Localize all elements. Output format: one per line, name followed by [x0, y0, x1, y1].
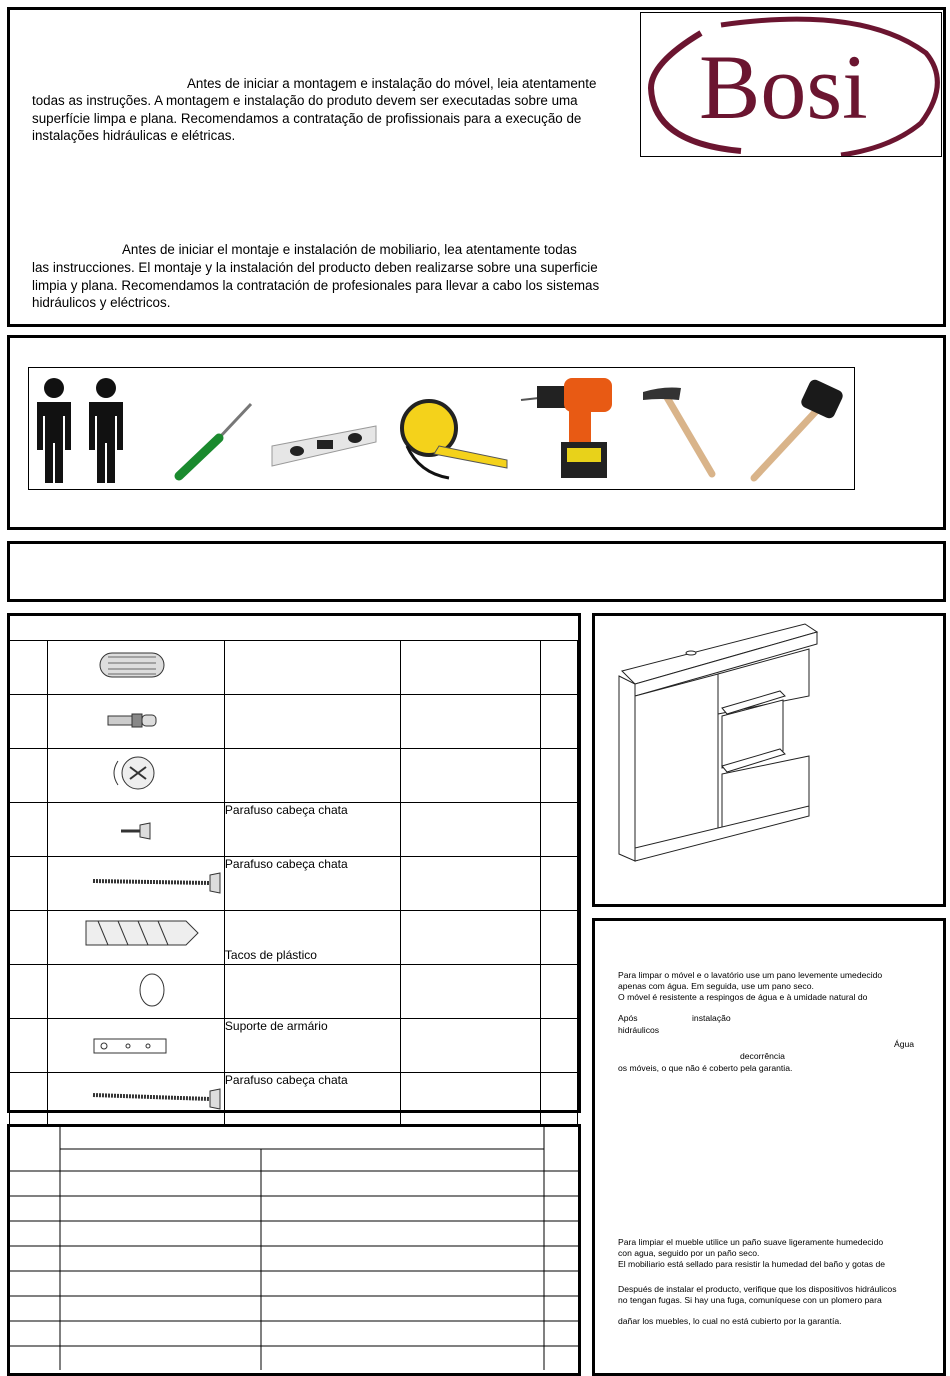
care-pt-agua: Água — [894, 1039, 915, 1049]
care-pt-hidraulicos: hidráulicos — [618, 1025, 660, 1035]
drill-icon — [521, 378, 612, 478]
care-pt-apos: Após — [618, 1013, 638, 1023]
part-qty-cell — [400, 641, 541, 695]
part-label — [224, 965, 400, 1019]
care-pt-line-3: O móvel é resistente a respingos de água e à umidade natural do — [618, 992, 868, 1002]
long-screw-icon — [48, 1073, 224, 1123]
cabinet-bracket-icon — [48, 1019, 224, 1069]
wooden-dowel-icon — [48, 641, 224, 691]
long-screw-icon — [48, 857, 224, 907]
care-es-line-5: no tengan fugas. Si hay una fuga, comuníquese con un plomero para — [618, 1295, 882, 1305]
blank-banner — [7, 541, 946, 602]
parts-list-header — [10, 616, 578, 641]
logo-wordmark: Bosi — [699, 36, 868, 138]
brand-logo — [640, 12, 942, 157]
part-image-cell — [47, 641, 224, 695]
cam-bolt-icon — [48, 695, 224, 745]
cam-lock-icon — [48, 749, 224, 799]
part-label — [224, 695, 400, 749]
hardware-count-grid — [10, 1127, 578, 1370]
intro-pt-body: todas as instruções. A montagem e instalação do produto devem ser executadas sobre uma superfície limpa e plana. Recomendamos a contratação de profissionais para a execução de instalações hidráulicas e elétricas. — [32, 93, 582, 143]
part-label: Tacos de plástico — [224, 911, 400, 965]
intro-es-body: las instrucciones. El montaje y la instalación del producto deben realizarse sobre una superficie limpia y plana. Recomendamos la contratación de profesionales para llevar a cabo los sistemas hidráulicos y eléctricos. — [32, 260, 600, 310]
short-screw-icon — [48, 803, 224, 853]
parts-table — [9, 640, 578, 1127]
cover-cap-icon — [48, 965, 224, 1015]
logo-swoosh-icon — [641, 13, 941, 156]
part-label: Suporte de armário — [224, 1019, 400, 1073]
screwdriver-icon — [179, 404, 251, 476]
intro-es-first-line: Antes de iniciar el montaje e instalación de mobiliario, lea atentamente todas — [122, 242, 577, 257]
part-id-cell — [10, 641, 48, 695]
care-pt-line-2: apenas com água. Em seguida, use um pano seco. — [618, 981, 814, 991]
cabinet-drawing — [595, 616, 943, 904]
care-es-line-1: Para limpiar el mueble utilice un paño suave ligeramente humedecido — [618, 1237, 884, 1247]
part-label: Parafuso cabeça chata — [224, 1073, 400, 1127]
care-pt-decorrencia: decorrência — [740, 1051, 785, 1061]
product-illustration — [592, 613, 946, 907]
intro-pt-first-line: Antes de iniciar a montagem e instalação do móvel, leia atentamente — [187, 76, 597, 91]
part-label: Parafuso cabeça chata — [224, 857, 400, 911]
part-label: Parafuso cabeça chata — [224, 803, 400, 857]
care-es-line-3: El mobiliario está sellado para resistir la humedad del baño y gotas de — [618, 1259, 886, 1269]
tools-strip — [28, 367, 855, 490]
tape-measure-icon — [402, 401, 507, 478]
part-label — [224, 641, 400, 695]
level-icon — [272, 426, 376, 466]
plastic-anchor-icon — [48, 911, 224, 961]
care-pt-line-1: Para limpar o móvel e o lavatório use um pano levemente umedecido — [618, 970, 883, 980]
hammer-icon — [643, 388, 712, 475]
care-pt-last: os móveis, o que não é coberto pela garantia. — [618, 1063, 793, 1073]
care-es-line-2: con agua, seguido por un paño seco. — [618, 1248, 760, 1258]
care-es-last: dañar los muebles, lo cual no está cubierto por la garantía. — [618, 1316, 842, 1326]
part-label — [224, 749, 400, 803]
care-es-line-4: Después de instalar el producto, verifique que los dispositivos hidráulicos — [618, 1284, 897, 1294]
care-pt-instalacao: instalação — [692, 1013, 731, 1023]
rubber-mallet-icon — [754, 378, 845, 478]
two-people-icon — [37, 378, 123, 483]
